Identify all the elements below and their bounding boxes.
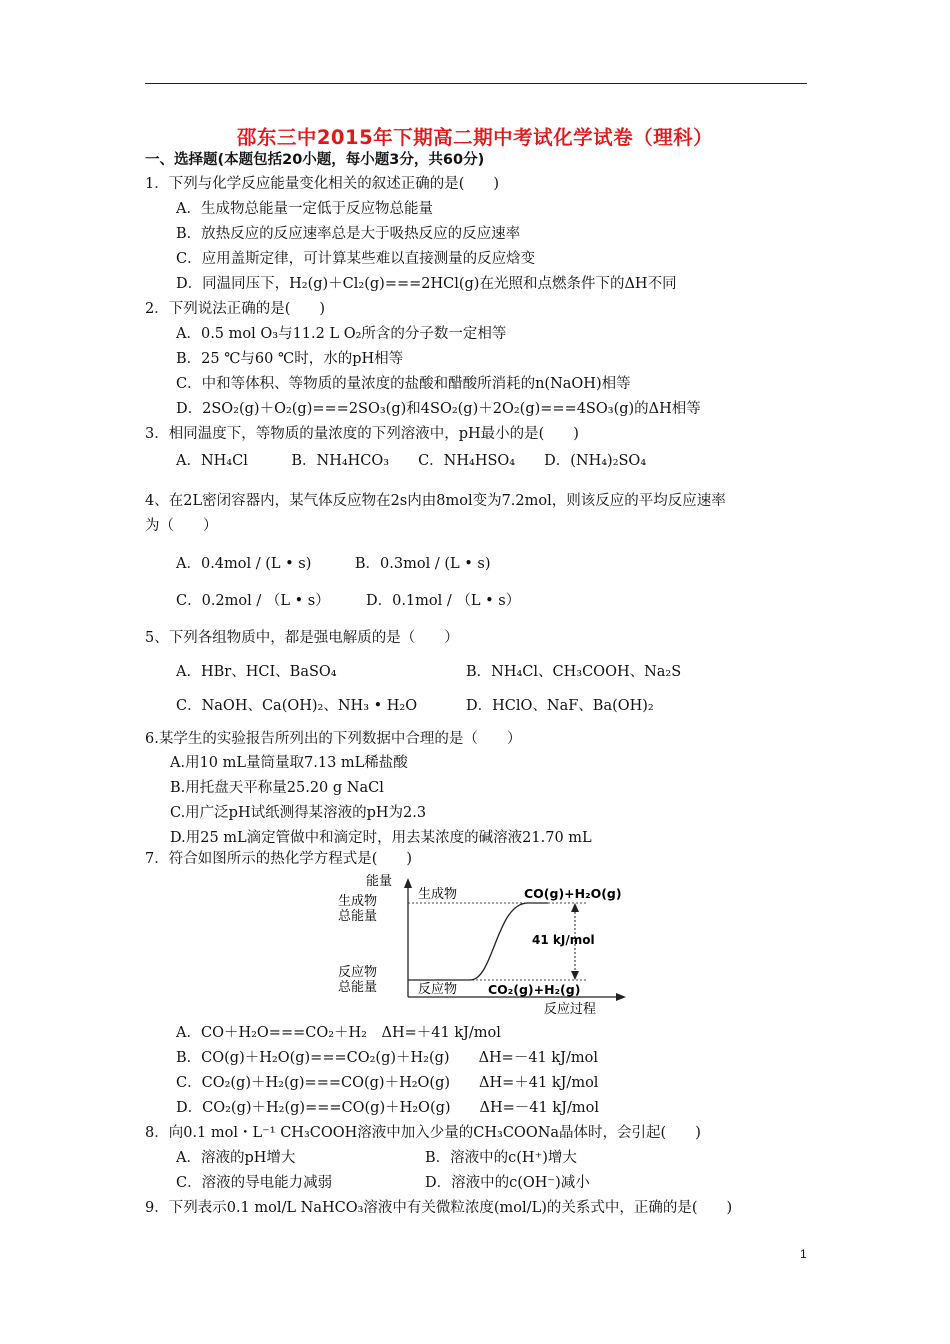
q1-option-b: B．放热反应的反应速率总是大于吸热反应的反应速率 (176, 226, 521, 242)
q1-option-a: A．生成物总能量一定低于反应物总能量 (176, 201, 433, 217)
question-4: 4、在2L密闭容器内，某气体反应物在2s内由8mol变为7.2mol，则该反应的平均反应速率 (145, 493, 726, 509)
y-axis-arrow (404, 878, 412, 888)
question-8: 8．向0.1 mol・L⁻¹ CH₃COOH溶液中加入少量的CH₃COONa晶体时，会引起( ) (145, 1125, 701, 1141)
q2-option-b: B．25 ℃与60 ℃时，水的pH相等 (176, 351, 404, 367)
high-side-label-1: 生成物 (338, 894, 378, 909)
energy-diagram (328, 870, 628, 1016)
q1-option-d: D．同温同压下，H₂(g)＋Cl₂(g)===2HCl(g)在光照和点燃条件下的ΔH不同 (176, 276, 677, 292)
q5-option-c: C．NaOH、Ca(OH)₂、NH₃ • H₂O (176, 698, 418, 714)
reactant-formula: CO₂(g)+H₂(g) (488, 982, 581, 997)
q6-option-d: D.用25 mL滴定管做中和滴定时，用去某浓度的碱溶液21.70 mL (170, 830, 592, 846)
header-rule (145, 83, 807, 84)
q7-option-a: A．CO＋H₂O===CO₂＋H₂ ΔH=＋41 kJ/mol (176, 1025, 501, 1041)
q2-option-d: D．2SO₂(g)＋O₂(g)===2SO₃(g)和4SO₂(g)＋2O₂(g)===4SO₃(g)的ΔH相等 (176, 401, 701, 417)
q5-option-a: A．HBr、HCI、BaSO₄ (176, 664, 337, 680)
question-2: 2．下列说法正确的是( ) (145, 301, 326, 317)
q4-options-ab: A．0.4mol / (L • s) B．0.3mol / (L • s) (176, 556, 491, 572)
q7-option-b: B．CO(g)＋H₂O(g)===CO₂(g)＋H₂(g) ΔH=－41 kJ/mol (176, 1050, 598, 1066)
page-number: 1 (800, 1247, 807, 1261)
q5-option-b: B．NH₄Cl、CH₃COOH、Na₂S (466, 664, 682, 680)
delta-arrow-head-down (571, 971, 579, 980)
q5-option-d: D．HClO、NaF、Ba(OH)₂ (466, 698, 654, 714)
q8-option-a: A．溶液的pH增大 (176, 1150, 296, 1166)
q7-option-c: C．CO₂(g)＋H₂(g)===CO(g)＋H₂O(g) ΔH=＋41 kJ/mol (176, 1075, 599, 1091)
q6-option-b: B.用托盘天平称量25.20 g NaCl (170, 780, 384, 796)
question-5: 5、下列各组物质中，都是强电解质的是（ ） (145, 630, 459, 646)
low-side-label-2: 总能量 (338, 980, 378, 995)
y-axis-label: 能量 (366, 874, 393, 889)
question-3: 3．相同温度下，等物质的量浓度的下列溶液中，pH最小的是( ) (145, 426, 579, 442)
question-6: 6.某学生的实验报告所列出的下列数据中合理的是（ ） (145, 731, 522, 747)
reaction-curve (408, 903, 548, 980)
product-label: 生成物 (418, 887, 458, 902)
q8-option-b: B．溶液中的c(H⁺)增大 (425, 1150, 577, 1166)
q1-option-c: C．应用盖斯定律，可计算某些难以直接测量的反应焓变 (176, 251, 536, 267)
question-7: 7．符合如图所示的热化学方程式是( ) (145, 851, 413, 867)
q8-option-c: C．溶液的导电能力减弱 (176, 1175, 333, 1191)
exam-title: 邵东三中2015年下期高二期中考试化学试卷（理科） (236, 126, 714, 149)
x-axis-arrow (616, 993, 626, 1001)
q2-option-a: A．0.5 mol O₃与11.2 L O₂所含的分子数一定相等 (176, 326, 507, 342)
question-4-cont: 为（ ） (145, 518, 218, 534)
delta-arrow-head-up (571, 903, 579, 912)
delta-label: 41 kJ/mol (532, 933, 595, 947)
question-9: 9．下列表示0.1 mol/L NaHCO₃溶液中有关微粒浓度(mol/L)的关系式中，正确的是( ) (145, 1200, 733, 1216)
product-formula: CO(g)+H₂O(g) (524, 886, 622, 901)
high-side-label-2: 总能量 (338, 909, 378, 924)
section-heading: 一、选择题(本题包括20小题，每小题3分，共60分) (145, 152, 485, 168)
question-1: 1．下列与化学反应能量变化相关的叙述正确的是( ) (145, 176, 500, 192)
q8-option-d: D．溶液中的c(OH⁻)减小 (425, 1175, 590, 1191)
low-side-label-1: 反应物 (338, 965, 378, 980)
q4-options-cd: C．0.2mol / （L • s） D．0.1mol / （L • s） (176, 593, 521, 609)
reactant-label: 反应物 (418, 982, 458, 997)
q7-option-d: D．CO₂(g)＋H₂(g)===CO(g)＋H₂O(g) ΔH=－41 kJ/mol (176, 1100, 599, 1116)
q6-option-a: A.用10 mL量筒量取7.13 mL稀盐酸 (170, 755, 408, 771)
q3-options: A．NH₄Cl B．NH₄HCO₃ C．NH₄HSO₄ D．(NH₄)₂SO₄ (176, 453, 647, 469)
q2-option-c: C．中和等体积、等物质的量浓度的盐酸和醋酸所消耗的n(NaOH)相等 (176, 376, 631, 392)
x-axis-label: 反应过程 (544, 1002, 597, 1016)
q6-option-c: C.用广泛pH试纸测得某溶液的pH为2.3 (170, 805, 427, 821)
